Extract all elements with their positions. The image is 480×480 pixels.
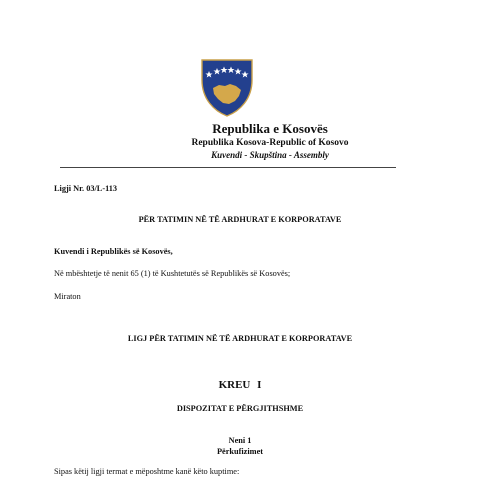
- law-full-title: LIGJ PËR TATIMIN NË TË ARDHURAT E KORPORATAVE: [127, 334, 353, 343]
- header-country: Republika e Kosovës: [212, 121, 328, 136]
- article-title: Përkufizimet: [216, 447, 264, 456]
- law-title: PËR TATIMIN NË TË ARDHURAT E KORPORATAVE: [138, 215, 342, 224]
- law-issuer: Kuvendi i Republikës së Kosovës,: [54, 247, 173, 256]
- header-divider: [60, 167, 396, 168]
- law-number: Ligji Nr. 03/L-113: [54, 184, 118, 193]
- article-intro: Sipas këtij ligji termat e mëposhtme kanë këto kuptime:: [54, 467, 240, 476]
- law-basis: Në mbështetje të nenit 65 (1) të Kushtetutës së Republikës së Kosovës;: [54, 269, 291, 278]
- chapter-title: DISPOZITAT E PËRGJITHSHME: [176, 404, 304, 413]
- header-subtitle: Republika Kosova-Republic of Kosovo: [191, 138, 349, 148]
- kosovo-coat-of-arms-icon: [199, 58, 255, 118]
- header-assembly: Kuvendi - Skupština - Assembly: [211, 150, 329, 160]
- law-approves: Miraton: [54, 292, 81, 301]
- article-number: Neni 1: [228, 436, 252, 445]
- chapter-label: KREU I: [218, 379, 262, 391]
